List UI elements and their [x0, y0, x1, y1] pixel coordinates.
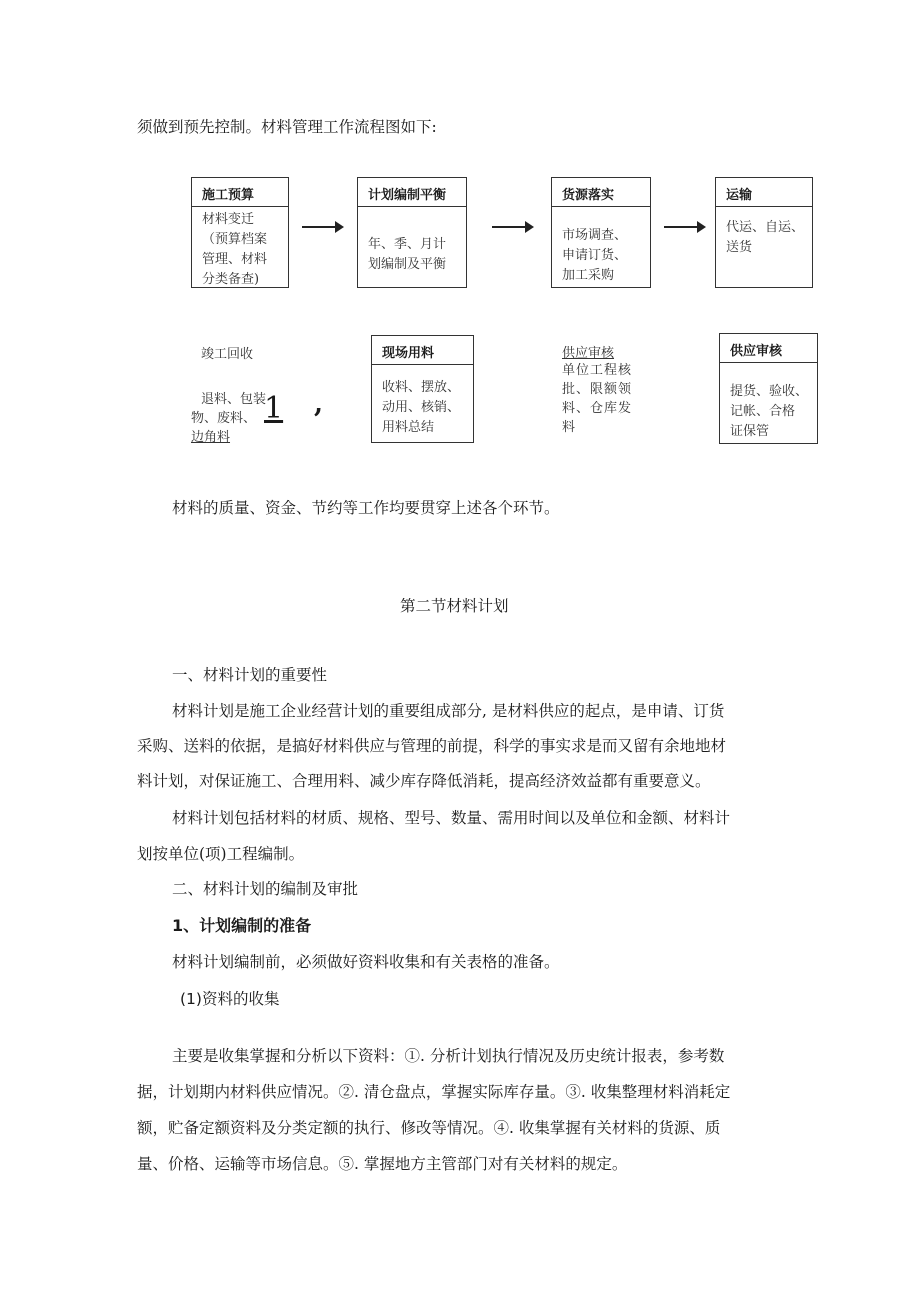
flow-box-body: 代运、自运、 送货	[726, 220, 805, 255]
flow-box-transport	[715, 177, 813, 288]
flow-box-title: 运输	[716, 178, 812, 207]
intro-line: 须做到预先控制。材料管理工作流程图如下:	[137, 118, 437, 136]
flow-box-title: 计划编制平衡	[358, 178, 466, 207]
flow-box-body: 市场调查、 申请订货、 加工采购	[562, 228, 628, 283]
paragraph-line: 额，贮备定额资料及分类定额的执行、修改等情况。④. 收集掌握有关材料的货源、质	[137, 1119, 721, 1137]
supply-review-title: 供应审核	[562, 346, 615, 361]
heading-compile-approve: 二、材料计划的编制及审批	[172, 880, 359, 898]
section-title: 第二节材料计划	[400, 597, 509, 615]
paragraph-line: 划按单位(项)工程编制。	[137, 845, 305, 863]
flow-box-body: 材料变迁 （预算档案 管理、材料 分类备查)	[202, 212, 268, 287]
flow-box-body: 收料、摆放、 动用、核销、 用料总结	[382, 380, 461, 435]
stray-mark: 1	[264, 391, 284, 426]
supply-review-body: 单位工程核 批、限额领 料、仓库发 料	[562, 363, 633, 435]
flow-box-title: 现场用料	[372, 336, 473, 365]
paragraph-line: 材料计划编制前，必须做好资料收集和有关表格的准备。	[172, 953, 560, 971]
flow-box-construction-budget	[191, 177, 289, 288]
flow-box-title: 供应审核	[720, 334, 817, 363]
heading-importance: 一、材料计划的重要性	[172, 666, 328, 684]
flow-box-title: 施工预算	[192, 178, 288, 207]
summary-line: 材料的质量、资金、节约等工作均要贯穿上述各个环节。	[172, 499, 560, 517]
flow-box-plan-balance	[357, 177, 467, 288]
completion-line: 边角料	[191, 430, 231, 445]
paragraph-line: 料计划，对保证施工、合理用料、减少库存降低消耗，提高经济效益都有重要意义。	[137, 772, 711, 790]
flow-arrow	[302, 226, 342, 228]
paragraph-line: 量、价格、运输等市场信息。⑤. 掌握地方主管部门对有关材料的规定。	[137, 1155, 628, 1173]
flow-box-site-material	[371, 335, 474, 443]
flow-box-body: 提货、验收、 记帐、合格 证保管	[730, 384, 809, 439]
flow-arrow	[664, 226, 704, 228]
flow-box-title: 货源落实	[552, 178, 650, 207]
flow-arrow	[492, 226, 532, 228]
completion-title: 竣工回收	[201, 347, 254, 362]
paragraph-line: 主要是收集掌握和分析以下资料：①. 分析计划执行情况及历史统计报表，参考数	[172, 1047, 725, 1065]
stray-mark: ,	[314, 389, 324, 419]
paragraph-line: 据，计划期内材料供应情况。②. 清仓盘点，掌握实际库存量。③. 收集整理材料消耗定	[137, 1083, 731, 1101]
completion-line: 物、废料、	[191, 411, 257, 426]
flow-box-source-confirm	[551, 177, 651, 288]
heading-data-collection: (1)资料的收集	[180, 990, 280, 1008]
flow-box-supply-review	[719, 333, 818, 444]
paragraph-line: 材料计划包括材料的材质、规格、型号、数量、需用时间以及单位和金额、材料计	[172, 809, 731, 827]
completion-line: 退料、包装	[201, 392, 267, 407]
paragraph-line: 采购、送料的依据，是搞好材料供应与管理的前提，科学的事实求是而又留有余地地材	[137, 737, 727, 755]
heading-prep: 1、计划编制的准备	[172, 916, 312, 935]
flow-box-body: 年、季、月计 划编制及平衡	[368, 237, 447, 272]
paragraph-line: 材料计划是施工企业经营计划的重要组成部分, 是材料供应的起点，是申请、订货	[172, 702, 725, 720]
